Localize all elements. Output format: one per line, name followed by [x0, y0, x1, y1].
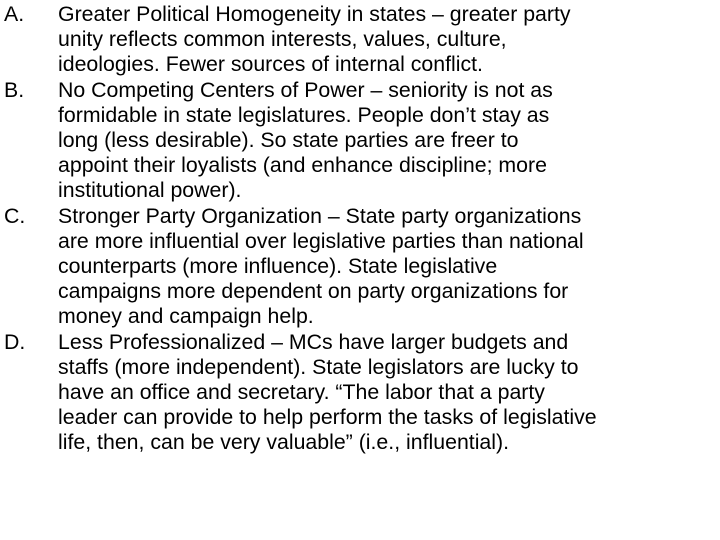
item-text: Stronger Party Organization – State party organizations are more influential over legislative parties than national counterparts (more influence). State legislative campaigns more dependent on party organizations for money and campaign help. — [58, 203, 584, 329]
list-item — [4, 78, 716, 204]
item-text: Greater Political Homogeneity in states – greater party unity reflects common interests, values, culture, ideologies. Fewer sources of internal conflict. — [58, 2, 571, 77]
item-marker: C. — [4, 203, 26, 228]
item-marker: D. — [4, 329, 26, 354]
item-marker: A. — [4, 2, 25, 26]
outline-list — [4, 2, 716, 456]
list-item — [4, 204, 716, 330]
item-marker: B. — [4, 77, 25, 102]
item-text: No Competing Centers of Power – seniority is not as formidable in state legislatures. People don’t stay as long (less desirable). So state parties are freer to appoint their loyalists (and enhance discipline; more institutional power). — [58, 77, 553, 203]
list-item — [4, 330, 716, 456]
list-item — [4, 2, 716, 78]
item-text: Less Professionalized – MCs have larger budgets and staffs (more independent). State legislators are lucky to have an office and secretary. “The labor that a party leader can provide to help perform the tasks of legislative life, then, can be very valuable” (i.e., influential). — [58, 329, 597, 455]
